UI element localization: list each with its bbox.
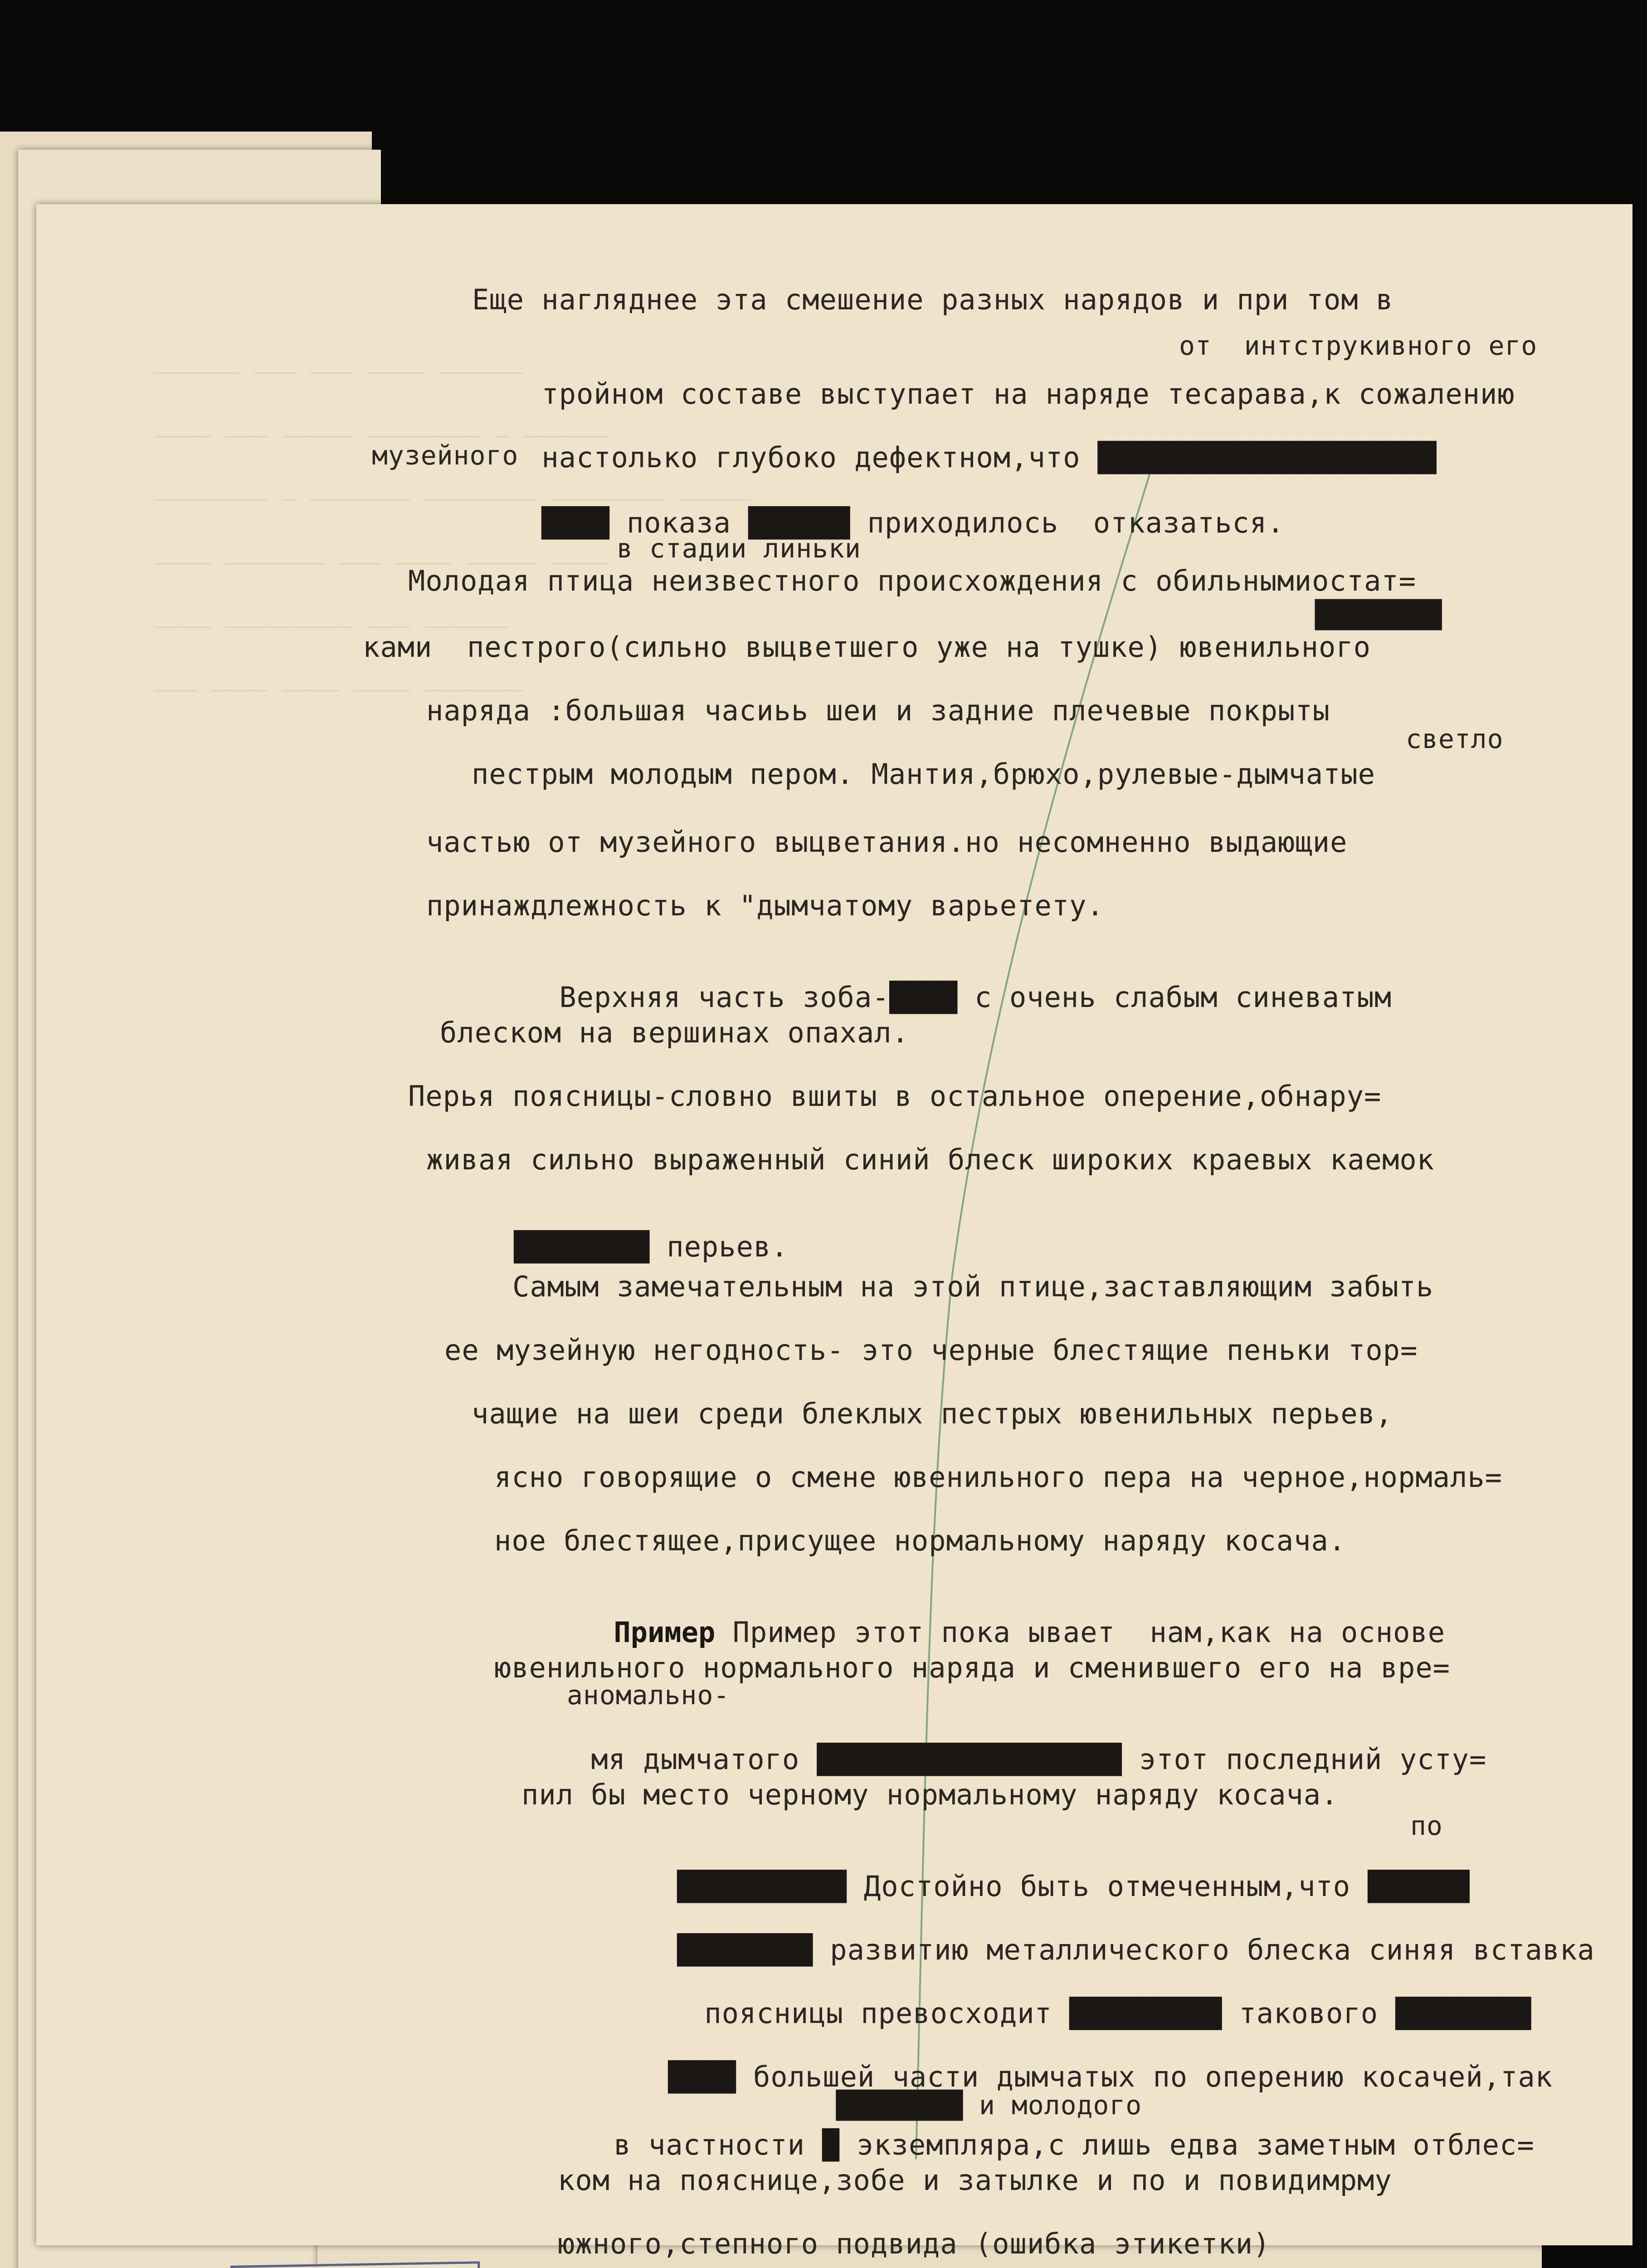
overtyped-word: ██████████████████ [817,1743,1122,1776]
overtyped-word: Пример [614,1616,716,1649]
overtyped-word: ████ [668,2060,736,2093]
text-line: тройном составе выступает на наряде тесарава,к сожалению [541,377,1515,411]
text-line: Молодая птица неизвестного происхождения с обильнымиостат= [408,564,1416,597]
text-line: живая сильно выраженный синий блеск широких краевых каемок [426,1143,1434,1176]
text-line: блеском на вершинах опахал. [440,1016,909,1049]
text-line: ювенильного нормального наряда и сменившего его на вре= [494,1651,1450,1684]
text-insertion: от интструкивного его [1179,330,1538,361]
text-line: Пример Пример этот пока ывает нам,как на основе [614,1616,1446,1649]
text-line: ясно говорящие о смене ювенильного пера на черное,нормаль= [494,1461,1502,1494]
text-line: ████████ перьев. [514,1230,789,1263]
bleed-through-text: —————— ——— ——— ———— —————— ———— ——— ————— ———————— — —————— ———————— — ——————— ———————— ———————— ————— ———— ——————— ——— ———— ————— ———— ———— ————————— ——— —————— ——— ———— ———— ———— ——————— [154,358,750,703]
text-line: чащие на шеи среди блеклых пестрых ювенильных перьев, [472,1397,1393,1430]
text-line: южного,степного подвида (ошибка этикетки) [558,2227,1271,2260]
overtyped-word: ████████ [836,2090,963,2121]
text-line: Самым замечательным на этой птице,заставляющим забыть [512,1270,1434,1303]
text-insertion: музейного [372,440,519,471]
overtyped-word: █████████ [1069,1997,1222,2030]
text-insertion: аномально- [567,1680,730,1711]
text-line: частью от музейного выцветания.но несомненно выдающие [426,826,1348,859]
text-line: наряда :большая часиьь шеи и задние плечевые покрыты [426,694,1330,727]
text-line: ████ показа ██████ приходилось отказаться. [541,506,1285,539]
text-line: ████ большей части дымчатых по оперению косачей,так [668,2060,1553,2093]
text-line: настолько глубоко дефектном,что ████████████████████ [541,441,1437,474]
text-line: ██████████ Достойно быть отмеченным,что ██████ [677,1870,1470,1903]
typewritten-page [36,204,1632,2260]
text-insertion: по [1410,1810,1443,1841]
overtyped-word: ████████████████████ [1097,441,1437,474]
text-line: Верхняя часть зоба-████ с очень слабым синеватым [559,981,1392,1014]
text-insertion: в стадии линьки [617,533,861,564]
text-line: поясницы превосходит █████████ такового ████████ [704,1997,1531,2030]
text-insertion: ████████ и молодого [836,2090,1142,2121]
overtyped-word: ██████████ [677,1870,847,1903]
text-line: пестрым молодым пером. Мантия,брюхо,рулевые-дымчатые [472,758,1376,791]
text-line: ком на пояснице,зобе и затылке и по и повидимрму [558,2164,1392,2197]
overtyped-word: ██████ [748,506,850,539]
overtyped-word: ████ [541,506,609,539]
overtyped-word: ████ [889,981,957,1014]
overtyped-word: ██████ [1368,1870,1470,1903]
text-line: ее музейную негодность- это черные блестящие пеньки тор= [444,1334,1418,1367]
overtyped-word: ████████ [677,1933,813,1966]
text-line: принаждлежность к "дымчатому варьетету. [426,889,1104,922]
text-insertion: светло [1406,723,1504,754]
text-line: пил бы место черному нормальному наряду косача. [521,1778,1339,1811]
text-line: ████████ развитию металлического блеска синяя вставка [677,1933,1595,1966]
text-line: Перья поясницы-словно вшиты в остальное оперение,обнару= [408,1080,1382,1113]
overtyped-word: ████████ [514,1230,649,1263]
text-line: в частности █ экземпляра,с лишь едва заметным отблес= [614,2128,1535,2161]
overtyped-word: ████████ [1395,1997,1531,2030]
text-line: Еще нагляднее эта смешение разных нарядов и при том в [472,283,1394,316]
text-line: ками пестрого(сильно выцветшего уже на тушке) ювенильного [363,631,1371,664]
text-line: ное блестящее,присущее нормальному наряду косача. [494,1524,1346,1557]
overtyped-word: █ [822,2128,839,2161]
text-line: мя дымчатого ██████████████████ этот последний усту= [591,1743,1487,1776]
overtyped-insertion: ████████ [1315,599,1442,630]
